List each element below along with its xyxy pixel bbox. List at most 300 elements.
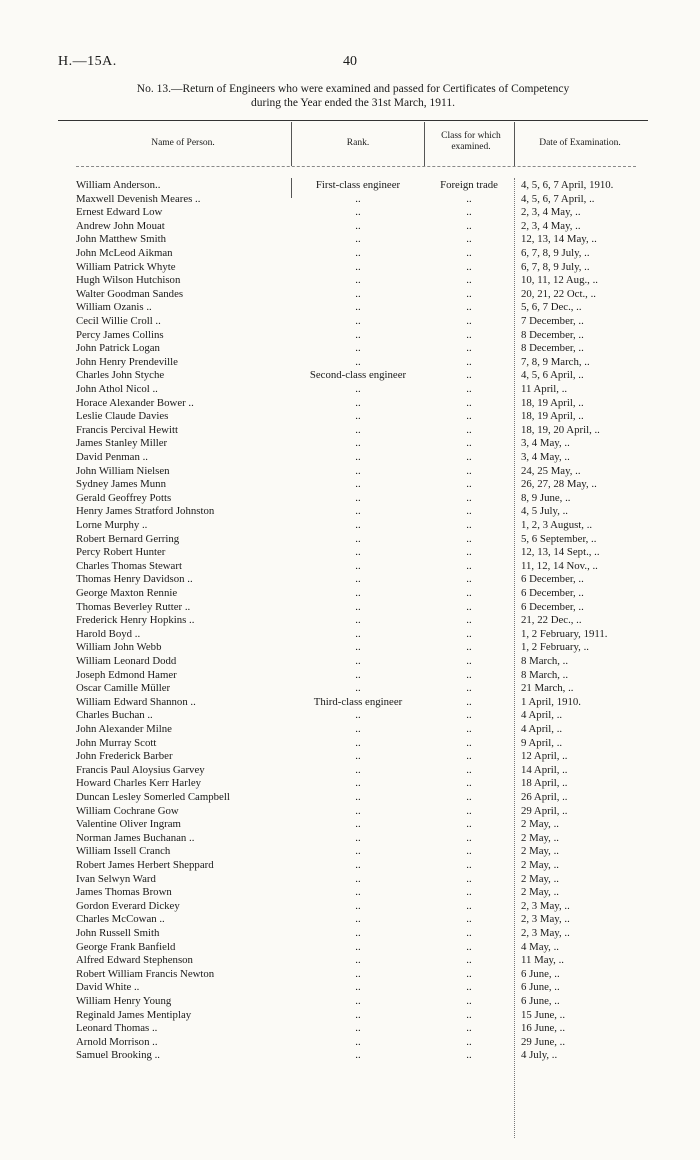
class-cell: .. — [466, 1035, 472, 1048]
person-name-cell: Charles John Styche — [76, 369, 165, 382]
rank-cell: .. — [355, 763, 361, 776]
person-name-cell: John Athol Nicol .. — [76, 383, 158, 395]
table-row — [0, 451, 700, 463]
person-name-cell: Ivan Selwyn Ward — [76, 872, 156, 885]
rank-cell: .. — [355, 859, 361, 871]
rank-cell: .. — [355, 192, 361, 205]
exam-date-cell: 21 March, .. — [521, 682, 574, 695]
table-row — [0, 941, 700, 953]
class-cell: .. — [466, 369, 472, 382]
exam-date-cell: 1, 2, 3 August, .. — [521, 519, 593, 531]
person-name-cell: John Matthew Smith — [76, 233, 166, 246]
class-cell: .. — [466, 559, 472, 572]
person-name-cell: William Ozanis .. — [76, 301, 152, 314]
class-cell: .. — [466, 247, 472, 259]
rank-cell: .. — [355, 342, 361, 355]
person-name-cell: George Frank Banfield — [76, 940, 176, 953]
table-row — [0, 369, 700, 381]
exam-date-cell: 11 April, .. — [521, 383, 568, 395]
class-cell: .. — [466, 437, 472, 450]
rank-cell: .. — [355, 287, 361, 300]
class-cell: .. — [466, 927, 472, 939]
exam-date-cell: 18 April, .. — [521, 777, 568, 790]
exam-date-cell: 8, 9 June, .. — [521, 491, 571, 504]
class-cell: .. — [466, 655, 472, 667]
exam-date-cell: 7 December, .. — [521, 315, 584, 327]
exam-date-cell: 2, 3 May, .. — [521, 913, 570, 926]
table-row — [0, 682, 700, 694]
exam-date-cell: 12, 13, 14 May, .. — [521, 233, 597, 246]
exam-date-cell: 4, 5 July, .. — [521, 505, 568, 518]
exam-date-cell: 20, 21, 22 Oct., .. — [521, 287, 596, 300]
table-row — [0, 179, 700, 191]
person-name-cell: Percy Robert Hunter — [76, 546, 166, 559]
person-name-cell: Frederick Henry Hopkins .. — [76, 614, 195, 627]
exam-date-cell: 1, 2 February, 1911. — [521, 627, 608, 640]
rank-cell: .. — [355, 505, 361, 518]
class-cell: .. — [466, 614, 472, 627]
rank-cell: .. — [355, 206, 361, 219]
exam-date-cell: 18, 19 April, .. — [521, 396, 584, 409]
table-row — [0, 356, 700, 368]
person-name-cell: John McLeod Aikman — [76, 247, 173, 259]
class-cell: .. — [466, 777, 472, 790]
exam-date-cell: 6 June, .. — [521, 995, 560, 1007]
column-header-class: Class for which examined. — [441, 131, 501, 152]
exam-date-cell: 26, 27, 28 May, .. — [521, 478, 597, 491]
table-row — [0, 669, 700, 681]
person-name-cell: John Henry Prendeville — [76, 355, 178, 368]
table-heading — [58, 82, 648, 110]
exam-date-cell: 18, 19 April, .. — [521, 410, 584, 423]
person-name-cell: John Frederick Barber — [76, 750, 173, 763]
person-name-cell: William Issell Cranch — [76, 845, 171, 858]
person-name-cell: Francis Percival Hewitt — [76, 423, 178, 436]
rank-cell: .. — [355, 940, 361, 953]
person-name-cell: Charles Thomas Stewart — [76, 559, 182, 572]
person-name-cell: Leonard Thomas .. — [76, 1022, 158, 1035]
table-row — [0, 410, 700, 422]
class-cell: .. — [466, 845, 472, 858]
rank-cell: .. — [355, 437, 361, 450]
table-row — [0, 573, 700, 585]
table-row — [0, 859, 700, 871]
person-name-cell: Thomas Beverley Rutter .. — [76, 600, 191, 613]
exam-date-cell: 2, 3, 4 May, .. — [521, 219, 581, 232]
exam-date-cell: 4 April, .. — [521, 723, 563, 735]
class-cell: .. — [466, 695, 472, 708]
class-cell: .. — [466, 627, 472, 640]
table-row — [0, 220, 700, 232]
class-cell: .. — [466, 1049, 472, 1062]
class-cell: .. — [466, 1022, 472, 1035]
class-cell: .. — [466, 682, 472, 695]
class-cell: .. — [466, 383, 472, 395]
table-row — [0, 301, 700, 313]
exam-date-cell: 11, 12, 14 Nov., .. — [521, 559, 598, 572]
class-cell: .. — [466, 940, 472, 953]
person-name-cell: John Russell Smith — [76, 927, 160, 939]
person-name-cell: Gerald Geoffrey Potts — [76, 491, 172, 504]
table-row — [0, 981, 700, 993]
table-row — [0, 601, 700, 613]
page-number: 40 — [343, 54, 357, 69]
exam-date-cell: 2 May, .. — [521, 886, 559, 899]
person-name-cell: Francis Paul Aloysius Garvey — [76, 763, 205, 776]
person-name-cell: James Thomas Brown — [76, 886, 172, 899]
exam-date-cell: 2, 3, 4 May, .. — [521, 206, 581, 219]
person-name-cell: John Alexander Milne — [76, 723, 172, 735]
class-cell: .. — [466, 219, 472, 232]
exam-date-cell: 2 May, .. — [521, 872, 559, 885]
person-name-cell: Hugh Wilson Hutchison — [76, 274, 181, 287]
rank-cell: Second-class engineer — [309, 369, 407, 382]
class-cell: .. — [466, 981, 472, 994]
person-name-cell: Oscar Camille Müller — [76, 682, 171, 695]
table-row — [0, 397, 700, 409]
class-cell: .. — [466, 532, 472, 545]
rank-cell: .. — [355, 627, 361, 640]
class-cell: .. — [466, 1008, 472, 1021]
person-name-cell: John Patrick Logan — [76, 342, 160, 355]
column-header-date: Date of Examination. — [539, 138, 621, 148]
table-row — [0, 274, 700, 286]
rank-cell: .. — [355, 247, 361, 259]
table-row — [0, 233, 700, 245]
rank-cell: .. — [355, 315, 361, 327]
person-name-cell: Andrew John Mouat — [76, 219, 165, 232]
table-row — [0, 546, 700, 558]
class-cell: .. — [466, 274, 472, 287]
table-row — [0, 832, 700, 844]
column-divider-2 — [424, 122, 425, 166]
class-cell: .. — [466, 899, 472, 912]
rank-cell: .. — [355, 1022, 361, 1035]
table-row — [0, 818, 700, 830]
exam-date-cell: 2 May, .. — [521, 859, 559, 871]
rank-cell: .. — [355, 736, 361, 749]
person-name-cell: Robert James Herbert Sheppard — [76, 859, 214, 871]
class-cell: .. — [466, 831, 472, 844]
class-cell: .. — [466, 750, 472, 763]
class-cell: .. — [466, 763, 472, 776]
class-cell: .. — [466, 301, 472, 314]
table-row — [0, 533, 700, 545]
class-cell: .. — [466, 287, 472, 300]
table-row — [0, 1049, 700, 1061]
table-row — [0, 737, 700, 749]
rank-cell: .. — [355, 927, 361, 939]
person-name-cell: Ernest Edward Low — [76, 206, 163, 219]
person-name-cell: Reginald James Mentiplay — [76, 1008, 192, 1021]
table-row — [0, 478, 700, 490]
person-name-cell: Percy James Collins — [76, 328, 164, 341]
rank-cell: .. — [355, 532, 361, 545]
table-row — [0, 900, 700, 912]
class-cell: .. — [466, 491, 472, 504]
class-cell: .. — [466, 954, 472, 967]
rank-cell: .. — [355, 274, 361, 287]
table-row — [0, 886, 700, 898]
exam-date-cell: 8 March, .. — [521, 668, 569, 681]
person-name-cell: Charles McCowan .. — [76, 913, 165, 926]
class-cell: .. — [466, 423, 472, 436]
rank-cell: .. — [355, 301, 361, 314]
class-cell: .. — [466, 913, 472, 926]
person-name-cell: Norman James Buchanan .. — [76, 831, 195, 844]
person-name-cell: John William Nielsen — [76, 464, 170, 477]
class-cell: .. — [466, 505, 472, 518]
class-cell: .. — [466, 546, 472, 559]
exam-date-cell: 4 July, .. — [521, 1049, 558, 1062]
rank-cell: .. — [355, 614, 361, 627]
class-cell: .. — [466, 859, 472, 871]
table-row — [0, 193, 700, 205]
person-name-cell: William Leonard Dodd — [76, 655, 177, 667]
class-cell: Foreign trade — [440, 179, 498, 191]
person-name-cell: William Edward Shannon .. — [76, 695, 196, 708]
rank-cell: .. — [355, 233, 361, 246]
person-name-cell: Robert William Francis Newton — [76, 967, 215, 980]
class-cell: .. — [466, 995, 472, 1007]
table-row — [0, 873, 700, 885]
person-name-cell: David White .. — [76, 981, 140, 994]
table-row — [0, 383, 700, 395]
person-name-cell: William Henry Young — [76, 995, 172, 1007]
person-name-cell: Howard Charles Kerr Harley — [76, 777, 202, 790]
person-name-cell: Henry James Stratford Johnston — [76, 505, 215, 518]
exam-date-cell: 11 May, .. — [521, 954, 564, 967]
class-cell: .. — [466, 315, 472, 327]
person-name-cell: Leslie Claude Davies — [76, 410, 169, 423]
class-cell: .. — [466, 519, 472, 531]
table-row — [0, 791, 700, 803]
person-name-cell: David Penman .. — [76, 451, 148, 463]
rank-cell: .. — [355, 219, 361, 232]
exam-date-cell: 2, 3 May, .. — [521, 927, 570, 939]
table-row — [0, 1009, 700, 1021]
class-cell: .. — [466, 600, 472, 613]
table-row — [0, 805, 700, 817]
exam-date-cell: 6 December, .. — [521, 573, 584, 586]
rank-cell: .. — [355, 777, 361, 790]
table-row — [0, 954, 700, 966]
table-row — [0, 845, 700, 857]
rank-cell: .. — [355, 451, 361, 463]
exam-date-cell: 21, 22 Dec., .. — [521, 614, 582, 627]
rank-cell: .. — [355, 1049, 361, 1062]
exam-date-cell: 24, 25 May, .. — [521, 464, 581, 477]
page-reference: H.—15A. — [58, 54, 117, 69]
table-row — [0, 1036, 700, 1048]
exam-date-cell: 4, 5, 6, 7 April, .. — [521, 192, 595, 205]
person-name-cell: Alfred Edward Stephenson — [76, 954, 193, 967]
person-name-cell: John Murray Scott — [76, 736, 157, 749]
rank-cell: First-class engineer — [315, 179, 401, 191]
column-header-name: Name of Person. — [151, 138, 215, 148]
exam-date-cell: 2, 3 May, .. — [521, 899, 570, 912]
class-cell: .. — [466, 192, 472, 205]
table-row — [0, 913, 700, 925]
exam-date-cell: 2 May, .. — [521, 818, 559, 831]
rank-cell: .. — [355, 587, 361, 599]
rank-cell: .. — [355, 478, 361, 491]
person-name-cell: William John Webb — [76, 641, 162, 654]
class-cell: .. — [466, 206, 472, 219]
exam-date-cell: 1, 2 February, .. — [521, 641, 589, 654]
exam-date-cell: 8 December, .. — [521, 328, 584, 341]
table-row — [0, 587, 700, 599]
rank-cell: .. — [355, 967, 361, 980]
rank-cell: .. — [355, 464, 361, 477]
class-cell: .. — [466, 355, 472, 368]
person-name-cell: Horace Alexander Bower .. — [76, 396, 194, 409]
exam-date-cell: 4, 5, 6, 7 April, 1910. — [521, 179, 614, 191]
rank-cell: .. — [355, 668, 361, 681]
exam-date-cell: 7, 8, 9 March, .. — [521, 355, 590, 368]
rank-cell: .. — [355, 886, 361, 899]
rank-cell: .. — [355, 682, 361, 695]
table-row — [0, 750, 700, 762]
table-row — [0, 288, 700, 300]
person-name-cell: Maxwell Devenish Meares .. — [76, 192, 201, 205]
exam-date-cell: 15 June, .. — [521, 1008, 566, 1021]
person-name-cell: Sydney James Munn — [76, 478, 166, 491]
class-cell: .. — [466, 396, 472, 409]
class-cell: .. — [466, 233, 472, 246]
table-row — [0, 519, 700, 531]
class-cell: .. — [466, 872, 472, 885]
class-cell: .. — [466, 818, 472, 831]
person-name-cell: Charles Buchan .. — [76, 709, 153, 722]
rank-cell: .. — [355, 995, 361, 1007]
rank-cell: .. — [355, 1008, 361, 1021]
table-row — [0, 206, 700, 218]
class-cell: .. — [466, 791, 472, 803]
rank-cell: .. — [355, 899, 361, 912]
exam-date-cell: 3, 4 May, .. — [521, 437, 570, 450]
column-divider-1 — [291, 122, 292, 166]
exam-date-cell: 26 April, .. — [521, 791, 568, 803]
table-row — [0, 764, 700, 776]
class-cell: .. — [466, 736, 472, 749]
table-row — [0, 927, 700, 939]
table-row — [0, 709, 700, 721]
rank-cell: .. — [355, 491, 361, 504]
exam-date-cell: 10, 11, 12 Aug., .. — [521, 274, 598, 287]
class-cell: .. — [466, 587, 472, 599]
exam-date-cell: 29 June, .. — [521, 1035, 566, 1048]
class-cell: .. — [466, 668, 472, 681]
table-row — [0, 437, 700, 449]
table-row — [0, 968, 700, 980]
exam-date-cell: 6, 7, 8, 9 July, .. — [521, 247, 590, 259]
rank-cell: .. — [355, 383, 361, 395]
exam-date-cell: 2 May, .. — [521, 831, 559, 844]
class-cell: .. — [466, 967, 472, 980]
table-row — [0, 315, 700, 327]
class-cell: .. — [466, 709, 472, 722]
class-cell: .. — [466, 804, 472, 817]
exam-date-cell: 14 April, .. — [521, 763, 568, 776]
table-row — [0, 777, 700, 789]
rank-cell: .. — [355, 750, 361, 763]
person-name-cell: William Anderson.. — [76, 179, 161, 191]
class-cell: .. — [466, 478, 472, 491]
rank-cell: .. — [355, 546, 361, 559]
person-name-cell: Walter Goodman Sandes — [76, 287, 184, 300]
person-name-cell: Thomas Henry Davidson .. — [76, 573, 193, 586]
heading-line-2: during the Year ended the 31st March, 1911. — [251, 97, 455, 109]
exam-date-cell: 8 December, .. — [521, 342, 584, 355]
rank-cell: .. — [355, 831, 361, 844]
class-cell: .. — [466, 886, 472, 899]
rank-cell: .. — [355, 1035, 361, 1048]
class-cell: .. — [466, 260, 472, 273]
rank-cell: .. — [355, 328, 361, 341]
class-cell: .. — [466, 723, 472, 735]
table-row — [0, 655, 700, 667]
rank-cell: .. — [355, 804, 361, 817]
exam-date-cell: 18, 19, 20 April, .. — [521, 423, 600, 436]
exam-date-cell: 29 April, .. — [521, 804, 568, 817]
exam-date-cell: 6 December, .. — [521, 600, 584, 613]
exam-date-cell: 3, 4 May, .. — [521, 451, 570, 463]
table-row — [0, 628, 700, 640]
rank-cell: .. — [355, 410, 361, 423]
person-name-cell: Samuel Brooking .. — [76, 1049, 160, 1062]
table-row — [0, 261, 700, 273]
exam-date-cell: 1 April, 1910. — [521, 695, 581, 708]
exam-date-cell: 9 April, .. — [521, 736, 563, 749]
rank-cell: .. — [355, 818, 361, 831]
table-row — [0, 696, 700, 708]
header-top-rule — [58, 120, 648, 121]
table-row — [0, 492, 700, 504]
table-row — [0, 329, 700, 341]
rank-cell: .. — [355, 423, 361, 436]
exam-date-cell: 6 June, .. — [521, 967, 560, 980]
person-name-cell: Duncan Lesley Somerled Campbell — [76, 791, 230, 803]
person-name-cell: Lorne Murphy .. — [76, 519, 148, 531]
exam-date-cell: 2 May, .. — [521, 845, 559, 858]
rank-cell: .. — [355, 600, 361, 613]
rank-cell: .. — [355, 573, 361, 586]
class-cell: .. — [466, 328, 472, 341]
exam-date-cell: 5, 6 September, .. — [521, 532, 597, 545]
heading-line-1: No. 13.—Return of Engineers who were examined and passed for Certificates of Competency — [136, 83, 570, 95]
table-row — [0, 995, 700, 1007]
table-row — [0, 342, 700, 354]
class-cell: .. — [466, 451, 472, 463]
rank-cell: .. — [355, 981, 361, 994]
rank-cell: .. — [355, 845, 361, 858]
table-row — [0, 614, 700, 626]
person-name-cell: Robert Bernard Gerring — [76, 532, 180, 545]
rank-cell: .. — [355, 655, 361, 667]
person-name-cell: Arnold Morrison .. — [76, 1035, 158, 1048]
exam-date-cell: 8 March, .. — [521, 655, 569, 667]
exam-date-cell: 12, 13, 14 Sept., .. — [521, 546, 600, 559]
exam-date-cell: 12 April, .. — [521, 750, 568, 763]
rank-cell: .. — [355, 641, 361, 654]
table-row — [0, 424, 700, 436]
rank-cell: .. — [355, 954, 361, 967]
class-cell: .. — [466, 641, 472, 654]
column-divider-3 — [514, 122, 515, 166]
person-name-cell: Valentine Oliver Ingram — [76, 818, 181, 831]
exam-date-cell: 16 June, .. — [521, 1022, 566, 1035]
